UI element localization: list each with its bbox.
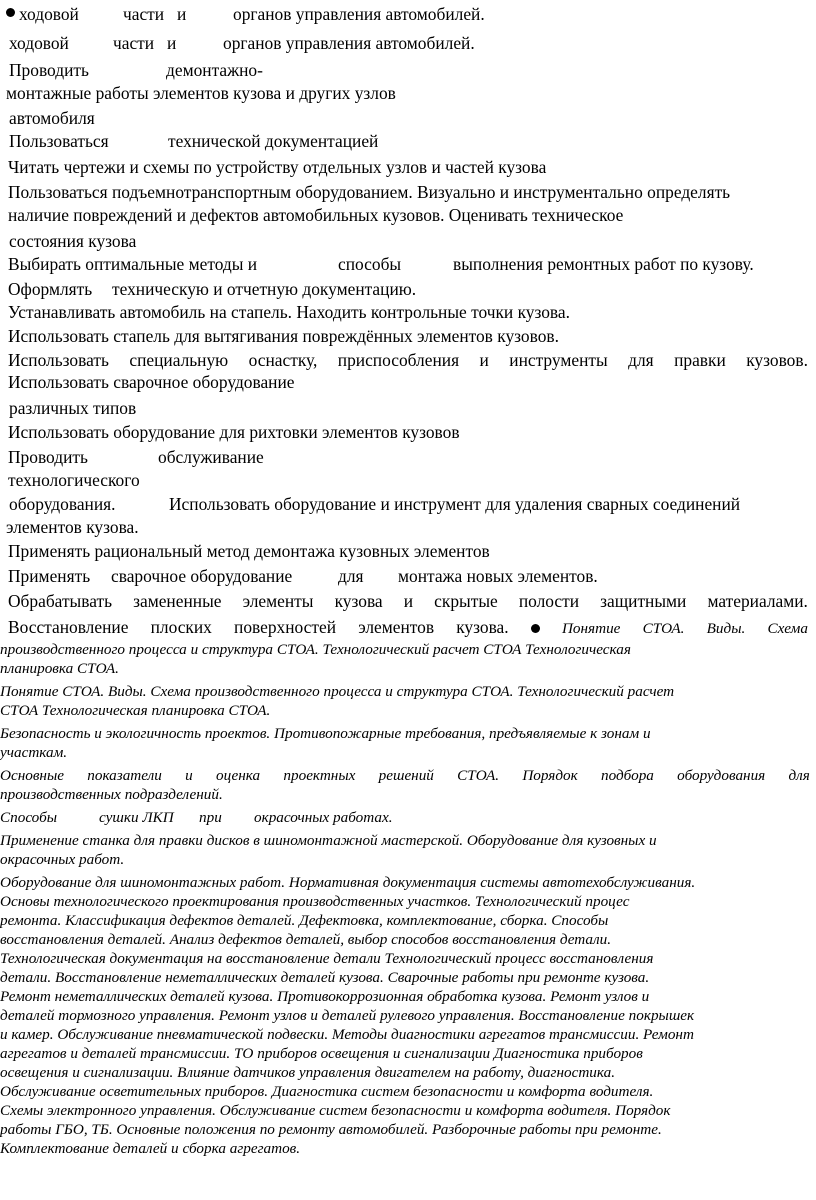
skill-line-12 <box>8 279 808 299</box>
word: показатели <box>87 767 162 784</box>
topic-line <box>0 808 810 827</box>
word: специальную <box>129 350 229 370</box>
topic-line: Безопасность и экологичность проектов. Противопожарные требования, предъявляемые к зонам и <box>0 725 651 742</box>
word: техническую и отчетную документацию. <box>112 279 417 299</box>
skill-line-13: Устанавливать автомобиль на стапель. Находить контрольные точки кузова. <box>8 302 570 322</box>
word: плоских <box>150 617 212 637</box>
word: Проводить <box>8 447 88 467</box>
topics-block <box>0 640 810 1158</box>
word: технической документацией <box>168 131 379 151</box>
word: защитными <box>600 591 687 611</box>
word: правки <box>674 350 726 370</box>
skill-line-25 <box>8 591 808 611</box>
word: Основные <box>0 767 64 784</box>
skill-line-8: Пользоваться подъемнотранспортным оборудованием. Визуально и инструментально определять <box>8 182 731 202</box>
topic-line: детали. Восстановление неметаллических деталей кузова. Сварочные работы при ремонте кузова. <box>0 969 650 986</box>
word: кузова. <box>456 617 509 637</box>
topic-line: производственных подразделений. <box>0 786 223 803</box>
word: части <box>113 33 155 53</box>
topic-line: Понятие СТОА. Виды. Схема производственного процесса и структура СТОА. Технологический расчет <box>0 683 675 700</box>
word: монтажа новых элементов. <box>398 566 598 586</box>
topic-line: Схемы электронного управления. Обслуживание систем безопасности и комфорта водителя. Порядок <box>0 1102 671 1119</box>
skill-line-15 <box>8 350 808 370</box>
topic-line: Комплектование деталей и сборка агрегатов. <box>0 1140 301 1157</box>
word: Проводить <box>9 60 89 80</box>
word: Восстановление <box>8 617 129 637</box>
word: демонтажно- <box>166 60 263 80</box>
word: способы <box>338 254 402 274</box>
word: оборудования <box>677 767 766 784</box>
skill-line-26 <box>8 617 808 639</box>
word: и <box>403 591 414 611</box>
word: Обрабатывать <box>8 591 113 611</box>
word: поверхностей <box>234 617 337 637</box>
word: инструменты <box>509 350 608 370</box>
topic-line <box>0 766 810 785</box>
word: СТОА. <box>642 620 685 637</box>
word: Пользоваться <box>9 131 109 151</box>
bullet-icon <box>6 8 15 17</box>
topic-line: агрегатов и деталей трансмиссии. ТО приборов освещения и сигнализации Диагностика приборов <box>0 1045 643 1062</box>
word: оборудования. <box>9 494 116 514</box>
word: органов управления автомобилей. <box>233 4 485 24</box>
word: Способы <box>0 809 57 826</box>
topic-line: производственного процесса и структура СТОА. Технологический расчет СТОА Технологическая <box>0 641 631 658</box>
topic-line: освещения и сигнализации. Влияние датчиков управления двигателем на работу, диагностика. <box>0 1064 616 1081</box>
word: и <box>167 33 177 53</box>
word: Использовать оборудование и инструмент для удаления сварных соединений <box>169 494 741 514</box>
skill-line-3 <box>9 60 808 80</box>
word: Применять <box>8 566 91 586</box>
word: обслуживание <box>158 447 264 467</box>
skill-line-4: монтажные работы элементов кузова и других узлов <box>6 83 396 103</box>
word: СТОА. <box>457 767 500 784</box>
topic-line: участкам. <box>0 744 68 761</box>
skill-line-19 <box>8 447 808 467</box>
word: органов управления автомобилей. <box>223 33 475 53</box>
word: для <box>628 350 654 370</box>
word: Выбирать оптимальные методы и <box>8 254 258 274</box>
skill-line-5: автомобиля <box>9 108 95 128</box>
word: кузовов. <box>746 350 808 370</box>
topic-line: работы ГБО, ТБ. Основные положения по ремонту автомобилей. Разборочные работы при ремонте. <box>0 1121 662 1138</box>
word: Оформлять <box>8 279 93 299</box>
word: и <box>185 767 193 784</box>
word: подбора <box>601 767 654 784</box>
word: проектных <box>283 767 356 784</box>
word: и <box>177 4 187 24</box>
topic-line: деталей тормозного управления. Ремонт узлов и деталей рулевого управления. Восстановление покрышек <box>0 1007 695 1024</box>
word: для <box>338 566 364 586</box>
topic-line: СТОА Технологическая планировка СТОА. <box>0 702 271 719</box>
word: оснастку, <box>248 350 318 370</box>
word: выполнения ремонтных работ по кузову. <box>453 254 754 274</box>
topic-line: и камер. Обслуживание пневматической подвески. Методы диагностики агрегатов трансмиссии. Ремонт <box>0 1026 694 1043</box>
word: полости <box>518 591 580 611</box>
word: окрасочных работах. <box>254 809 393 826</box>
word: при <box>199 809 222 826</box>
skill-line-1 <box>6 4 808 24</box>
skill-line-16: Использовать сварочное оборудование <box>8 372 295 392</box>
word: решений <box>378 767 434 784</box>
skill-line-20: технологического <box>8 470 140 490</box>
skill-line-10: состояния кузова <box>9 231 137 251</box>
word: для <box>788 767 810 784</box>
word: ходовой <box>9 33 69 53</box>
word: приспособления <box>337 350 460 370</box>
topic-line: ремонта. Классификация дефектов деталей. Дефектовка, комплектование, сборка. Способы <box>0 912 609 929</box>
skill-line-23: Применять рациональный метод демонтажа кузовных элементов <box>8 541 490 561</box>
skill-line-2 <box>9 33 808 53</box>
topic-line: Обслуживание осветительных приборов. Диагностика систем безопасности и комфорта водителя. <box>0 1083 654 1100</box>
bullet-icon <box>531 624 540 633</box>
topic-line: окрасочных работ. <box>0 851 125 868</box>
word: Использовать <box>8 350 109 370</box>
skill-line-9: наличие повреждений и дефектов автомобильных кузовов. Оценивать техническое <box>8 205 624 225</box>
skill-line-6 <box>9 131 808 151</box>
skill-line-7: Читать чертежи и схемы по устройству отдельных узлов и частей кузова <box>8 157 547 177</box>
topic-line: планировка СТОА. <box>0 660 119 677</box>
word: сварочное оборудование <box>111 566 293 586</box>
word: Виды. <box>706 620 746 637</box>
word: Понятие <box>561 620 621 637</box>
word: части <box>123 4 165 24</box>
skill-line-24 <box>8 566 808 586</box>
topic-line: Ремонт неметаллических деталей кузова. Противокоррозионная обработка кузова. Ремонт узлов и <box>0 988 650 1005</box>
word: Схема <box>767 620 808 637</box>
skill-line-11 <box>8 254 808 274</box>
topic-line: восстановления деталей. Анализ дефектов деталей, выбор способов восстановления детали. <box>0 931 612 948</box>
word: элементов <box>358 617 435 637</box>
topic-line: Оборудование для шиномонтажных работ. Нормативная документация системы автотехобслуживания. <box>0 874 696 891</box>
word: материалами. <box>707 591 808 611</box>
skill-line-21 <box>9 494 808 514</box>
skill-line-17: различных типов <box>9 398 137 418</box>
word: кузова <box>334 591 383 611</box>
word: Порядок <box>522 767 578 784</box>
topic-line: Технологическая документация на восстановление детали Технологический процесс восстановления <box>0 950 654 967</box>
word: замененные <box>133 591 222 611</box>
skill-line-14: Использовать стапель для вытягивания повреждённых элементов кузовов. <box>8 326 559 346</box>
word: ходовой <box>19 4 79 24</box>
word: скрытые <box>434 591 498 611</box>
skill-line-18: Использовать оборудование для рихтовки элементов кузовов <box>8 422 460 442</box>
word: и <box>479 350 489 370</box>
topic-line: Основы технологического проектирования производственных участков. Технологический процес <box>0 893 630 910</box>
topic-line: Применение станка для правки дисков в шиномонтажной мастерской. Оборудование для кузовных и <box>0 832 657 849</box>
word: элементы <box>242 591 314 611</box>
word: оценка <box>215 767 261 784</box>
word: сушки ЛКП <box>99 809 174 826</box>
skill-line-22: элементов кузова. <box>6 517 139 537</box>
